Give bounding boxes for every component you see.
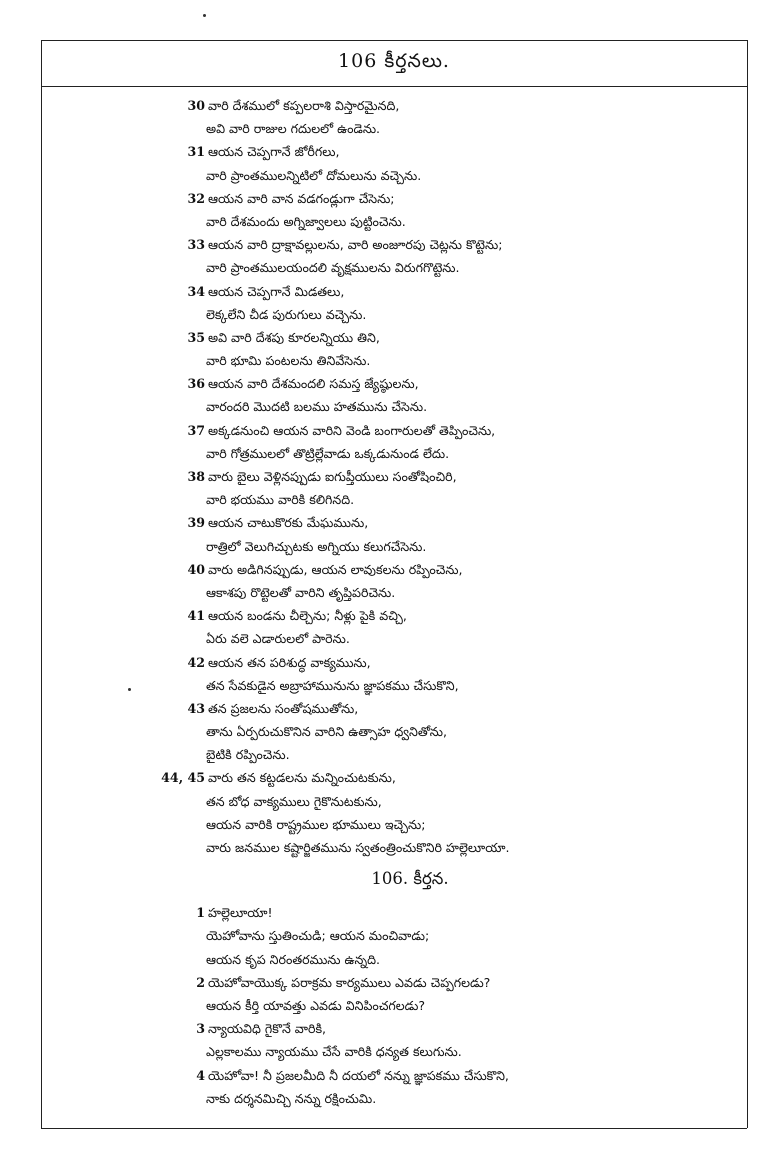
- verse-number: 39: [187, 515, 205, 531]
- verse: [0, 651, 760, 697]
- verse-text: తన బోధ వాక్యములు గైకొనుటకును,: [206, 793, 382, 809]
- verse-number: 44, 45: [161, 770, 205, 786]
- verse-text: ఆయన కృప నిరంతరమును ఉన్నది.: [206, 951, 381, 967]
- verse-line: [0, 488, 760, 511]
- verse-line-first: [0, 558, 760, 581]
- verse: [0, 1064, 760, 1110]
- verse-line-first: [0, 1064, 760, 1087]
- verse-number: 1: [196, 905, 205, 921]
- verse-text: వారు జనముల కష్టార్జితమును స్వతంత్రించుకొనిరి హల్లెలూయా.: [206, 840, 510, 855]
- verse-text: వారందరి మొదటి బలము హతమును చేసెను.: [206, 399, 428, 415]
- verse: [0, 326, 760, 372]
- verse-line: [0, 790, 760, 813]
- verse-number: 3: [196, 1021, 205, 1037]
- verse-number: 35: [187, 329, 205, 345]
- verse-line-first: [0, 372, 760, 395]
- speck: [203, 14, 206, 17]
- verse: [0, 465, 760, 511]
- verse-text: వారి ప్రాంతములన్నిటిలో దోమలును వచ్చెను.: [206, 167, 422, 183]
- verse-text: వారి భయము వారికి కలిగినది.: [206, 492, 355, 508]
- verse-text: యెహోవాను స్తుతించుడి; ఆయన మంచివాడు;: [206, 928, 430, 944]
- verse-text: రాత్రిలో వెలుగిచ్చుటకు అగ్నియు కలుగచేసెను.: [206, 538, 427, 554]
- verse-line: [0, 210, 760, 233]
- verse-number: 40: [187, 561, 205, 577]
- verse: [0, 1017, 760, 1063]
- verse-line: [0, 948, 760, 971]
- verse-line: [0, 349, 760, 372]
- verse-line-first: [0, 94, 760, 117]
- verse-line: [0, 1040, 760, 1063]
- verse-number: 32: [187, 190, 205, 206]
- verse-number: 36: [187, 376, 205, 392]
- verse-number: 42: [187, 654, 205, 670]
- verse-text: తన ప్రజలను సంతోషముతోను,: [208, 700, 359, 716]
- verse-text: ఏరు వలె ఎడారులలో పారెను.: [206, 631, 350, 647]
- verse-text: తన సేవకుడైన అబ్రాహామునును జ్ఞాపకము చేసుకొని,: [206, 677, 459, 693]
- verse-number: 31: [187, 144, 205, 160]
- verse: [0, 372, 760, 418]
- verse-line-first: [0, 140, 760, 163]
- verse: [0, 140, 760, 186]
- verse-line-first: [0, 971, 760, 994]
- verse-text: నాకు దర్శనమిచ్చి నన్ను రక్షించుమి.: [206, 1090, 377, 1106]
- verse-text: వారి గోత్రములలో తొట్రిల్లేవాడు ఒక్కడునుండ లేదు.: [206, 445, 450, 461]
- verse-text: వారి దేశములో కప్పలరాశి విస్తారమైనది,: [208, 98, 400, 113]
- verse-line: [0, 164, 760, 187]
- verse-number: 2: [196, 974, 205, 990]
- verse: [0, 971, 760, 1017]
- verse-line-first: [0, 187, 760, 210]
- verse-line: [0, 442, 760, 465]
- verse-line: [0, 720, 760, 743]
- section-title: 106. కీర్తన.: [371, 869, 449, 889]
- verse-line-first: [0, 651, 760, 674]
- verse-number: 43: [187, 700, 205, 716]
- verse-line-first: [0, 233, 760, 256]
- verse-line: [0, 1087, 760, 1110]
- verse: [0, 94, 760, 140]
- verse: [0, 280, 760, 326]
- verse-line-first: [0, 511, 760, 534]
- running-header: 106 కీర్తనలు.: [338, 50, 450, 72]
- verse: [0, 419, 760, 465]
- verse-text: ఆయన చాటుకొరకు మేఘమును,: [208, 515, 369, 531]
- verse: [0, 187, 760, 233]
- verse-text: ఆయన కీర్తి యావత్తు ఎవడు వినిపించగలడు?: [206, 997, 426, 1013]
- verse-line: [0, 674, 760, 697]
- verse-text: ఆయన బండను చీల్చెను; నీళ్లు పైకి వచ్చి,: [208, 608, 407, 624]
- verse-line: [0, 836, 760, 859]
- verse-text: ఆయన వారి దేశమందలి సమస్త జ్యేష్ఠులను,: [208, 376, 419, 392]
- verse-text: వారి దేశమందు అగ్నిజ్వాలలు పుట్టించెను.: [206, 213, 406, 229]
- verse-number: 4: [196, 1067, 205, 1083]
- verse-text: వారు అడిగినప్పుడు, ఆయన లావుకలను రప్పించెను,: [208, 561, 463, 577]
- verse-line-first: [0, 604, 760, 627]
- verse: [0, 901, 760, 971]
- verse-text: బైటికి రప్పించెను.: [206, 747, 290, 763]
- verse-text: ఆయన వారికి రాష్ట్రముల భూములు ఇచ్చెను;: [206, 816, 426, 832]
- verse-text: ఆకాశపు రొట్టెలతో వారిని తృప్తిపరిచెను.: [206, 584, 396, 600]
- verse: [0, 766, 760, 859]
- verse-line-first: [0, 766, 760, 789]
- verse-text: తాను ఏర్పరుచుకొనిన వారిని ఉత్సాహ ధ్వనితోను,: [206, 724, 447, 740]
- verse-line-first: [0, 1017, 760, 1040]
- verse-line: [0, 813, 760, 836]
- verse-text: ఆయన తన పరిశుద్ధ వాక్యమును,: [208, 654, 371, 670]
- verse-text: ఎల్లకాలము న్యాయము చేసే వారికి ధన్యత కలుగును.: [206, 1044, 462, 1060]
- verse-line: [0, 627, 760, 650]
- verse: [0, 511, 760, 557]
- verse-text: యెహోవా! నీ ప్రజలమీది నీ దయలో నన్ను జ్ఞాపకము చేసుకొని,: [208, 1067, 509, 1083]
- verse-text: వారి భూమి పంటలను తినివేసెను.: [206, 353, 371, 369]
- verse-line: [0, 117, 760, 140]
- verse-text: అవి వారి రాజుల గదులలో ఉండెను.: [206, 121, 381, 137]
- bottom-rule: [41, 1128, 747, 1129]
- verse-line: [0, 535, 760, 558]
- verse-text: ఆయన వారి ద్రాక్షావల్లులను, వారి అంజూరపు చెట్లను కొట్టెను;: [208, 237, 503, 253]
- verse-line-first: [0, 280, 760, 303]
- verse-number: 30: [187, 98, 205, 113]
- verse: [0, 697, 760, 767]
- verse-text: న్యాయవిధి గైకొనే వారికి,: [208, 1021, 327, 1037]
- verse-line: [0, 256, 760, 279]
- verse-number: 38: [187, 469, 205, 484]
- header-rule: [41, 86, 747, 87]
- verse-text: ఆయన వారి వాన వడగండ్లుగా చేసెను;: [208, 190, 395, 206]
- top-rule: [41, 40, 747, 41]
- verse-number: 34: [187, 283, 205, 299]
- verse-line: [0, 395, 760, 418]
- verse-line: [0, 743, 760, 766]
- verse-line-first: [0, 697, 760, 720]
- verse-text: అక్కడనుంచి ఆయన వారిని వెండి బంగారులతో తెప్పించెను,: [208, 422, 496, 438]
- verse-text: యెహోవాయొక్క పరాక్రమ కార్యములు ఎవడు చెప్పగలడు?: [208, 974, 491, 990]
- verse: [0, 604, 760, 650]
- verse-text: హల్లెలూయా!: [208, 905, 273, 921]
- verse-line-first: [0, 901, 760, 924]
- verse-text: లెక్కలేని చీడ పురుగులు వచ్చెను.: [206, 306, 367, 322]
- verse-line-first: [0, 419, 760, 442]
- verse-text: ఆయన చెప్పగానే మిడతలు,: [208, 283, 345, 299]
- verse-number: 33: [187, 237, 205, 253]
- verse-line-first: [0, 326, 760, 349]
- verse: [0, 558, 760, 604]
- verse-line-first: [0, 465, 760, 488]
- body-text: [0, 94, 760, 1110]
- verse-line: [0, 924, 760, 947]
- verse-line: [0, 994, 760, 1017]
- verse: [0, 233, 760, 279]
- verse-text: వారి ప్రాంతములయందలి వృక్షములను విరుగగొట్టెను.: [206, 260, 460, 276]
- psalm-105-verses: [0, 94, 760, 859]
- verse-text: అవి వారి దేశపు కూరలన్నియు తిని,: [208, 329, 380, 345]
- verse-text: వారు తన కట్టడలను మన్నించుటకును,: [208, 770, 396, 786]
- verse-number: 37: [187, 422, 205, 438]
- psalm-106-verses: [0, 901, 760, 1110]
- verse-text: ఆయన చెప్పగానే జోరీగలు,: [208, 144, 340, 160]
- verse-line: [0, 303, 760, 326]
- verse-number: 41: [187, 608, 205, 624]
- verse-text: వారు బైలు వెళ్లినప్పుడు ఐగుప్తీయులు సంతోషించిరి,: [208, 469, 457, 484]
- verse-line: [0, 581, 760, 604]
